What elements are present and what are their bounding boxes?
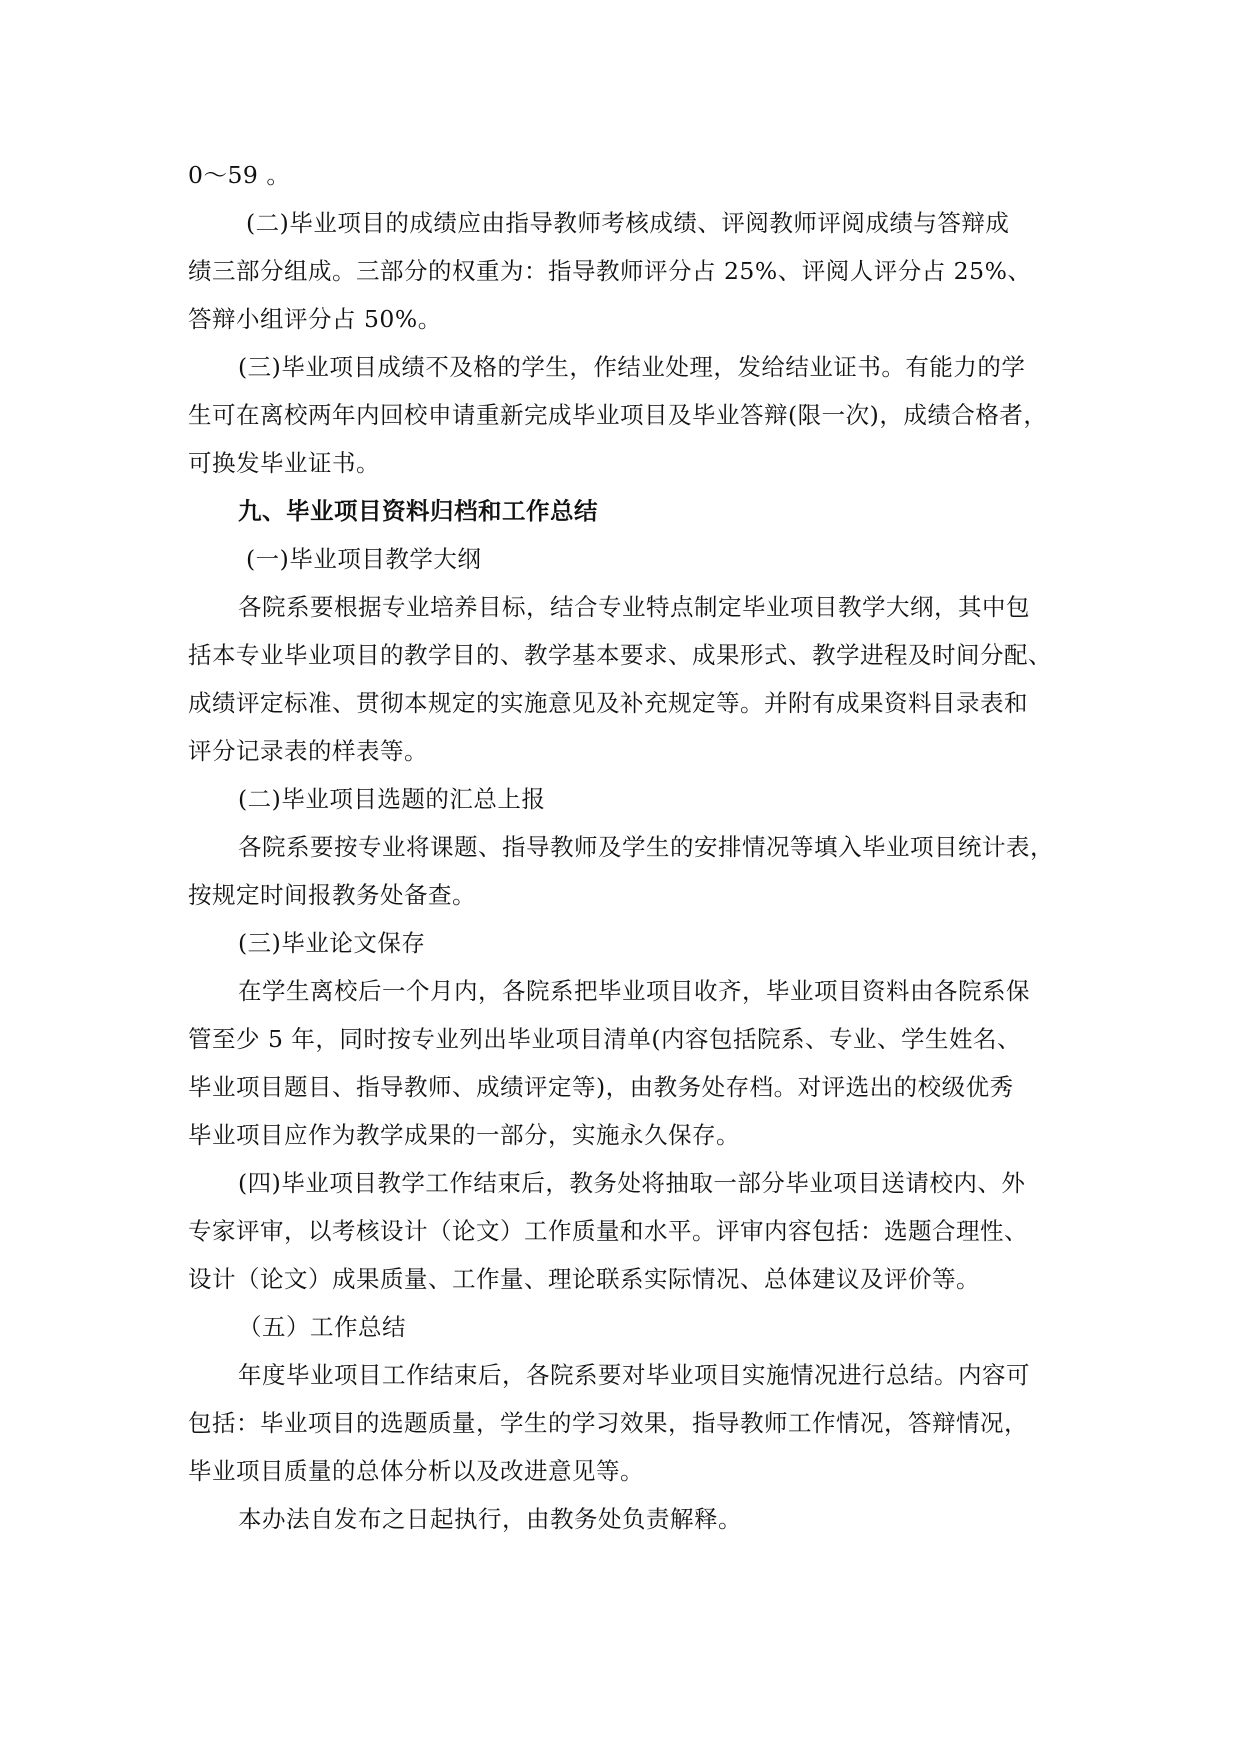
text-line: (四)毕业项目教学工作结束后，教务处将抽取一部分毕业项目送请校内、外 [238,1169,1026,1197]
text-line: (三)毕业项目成绩不及格的学生，作结业处理，发给结业证书。有能力的学 [238,353,1026,381]
text-line: (二)毕业项目的成绩应由指导教师考核成绩、评阅教师评阅成绩与答辩成 [246,209,1010,237]
subsection-heading: (三)毕业论文保存 [238,929,426,957]
text-line: 括本专业毕业项目的教学目的、教学基本要求、成果形式、教学进程及时间分配、 [188,641,1052,669]
text-line: 各院系要根据专业培养目标，结合专业特点制定毕业项目教学大纲，其中包 [238,593,1030,621]
subsection-heading: (一)毕业项目教学大纲 [246,545,482,573]
subsection-heading: （五）工作总结 [238,1313,406,1341]
text-line: 各院系要按专业将课题、指导教师及学生的安排情况等填入毕业项目统计表， [238,833,1054,861]
text-line: 成绩评定标准、贯彻本规定的实施意见及补充规定等。并附有成果资料目录表和 [188,689,1028,717]
text-line: 毕业项目质量的总体分析以及改进意见等。 [188,1457,644,1485]
text-line: 在学生离校后一个月内，各院系把毕业项目收齐，毕业项目资料由各院系保 [238,977,1030,1005]
text-line: 评分记录表的样表等。 [188,737,428,765]
text-line: 答辩小组评分占 50%。 [188,305,442,333]
text-line: 0～59 。 [188,161,291,189]
section-heading: 九、毕业项目资料归档和工作总结 [238,497,598,525]
text-line: 包括：毕业项目的选题质量，学生的学习效果，指导教师工作情况，答辩情况， [188,1409,1028,1437]
text-line: 专家评审，以考核设计（论文）工作质量和水平。评审内容包括：选题合理性、 [188,1217,1028,1245]
subsection-heading: (二)毕业项目选题的汇总上报 [238,785,546,813]
text-line: 年度毕业项目工作结束后，各院系要对毕业项目实施情况进行总结。内容可 [238,1361,1030,1389]
text-line: 毕业项目应作为教学成果的一部分，实施永久保存。 [188,1121,740,1149]
text-line: 本办法自发布之日起执行，由教务处负责解释。 [238,1505,742,1533]
text-line: 可换发毕业证书。 [188,449,380,477]
text-line: 生可在离校两年内回校申请重新完成毕业项目及毕业答辩(限一次)，成绩合格者， [188,401,1048,429]
text-line: 管至少 5 年，同时按专业列出毕业项目清单(内容包括院系、专业、学生姓名、 [188,1025,1022,1053]
text-line: 毕业项目题目、指导教师、成绩评定等)，由教务处存档。对评选出的校级优秀 [188,1073,1014,1101]
text-line: 按规定时间报教务处备查。 [188,881,476,909]
text-line: 设计（论文）成果质量、工作量、理论联系实际情况、总体建议及评价等。 [188,1265,980,1293]
text-line: 绩三部分组成。三部分的权重为：指导教师评分占 25%、评阅人评分占 25%、 [188,257,1032,285]
